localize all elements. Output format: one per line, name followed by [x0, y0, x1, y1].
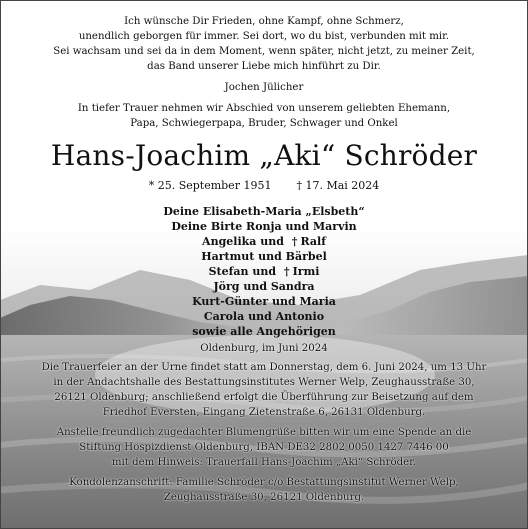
donation-line: Stiftung Hospizdienst Oldenburg, IBAN DE32 2802 0050 1427 7446 00: [79, 442, 449, 453]
mourner-line: Hartmut und Bärbel: [201, 250, 327, 263]
mourner-line: sowie alle Angehörigen: [192, 325, 336, 338]
intro-line: In tiefer Trauer nehmen wir Abschied von unserem geliebten Ehemann,: [77, 103, 451, 114]
poem-line: das Band unserer Liebe mich hinführt zu Dir.: [147, 61, 381, 72]
mourner-name: Irmi: [292, 265, 320, 278]
mourner-name: Ralf: [300, 235, 326, 248]
condolence-line: Kondolenzanschrift: Familie Schröder c/o Bestattungsinstitut Werner Welp,: [69, 477, 459, 488]
donation-line: Anstelle freundlich zugedachter Blumengrüße bitten wir um eine Spende an die: [56, 427, 472, 438]
mourner-line: [0, 265, 528, 278]
condolence-line: Zeughausstraße 30, 26121 Oldenburg.: [163, 492, 365, 503]
birth-date: * 25. September 1951: [148, 179, 272, 192]
poem-author: Jochen Jülicher: [224, 82, 304, 93]
mourner-line: Kurt-Günter und Maria: [192, 295, 336, 308]
poem-line: Ich wünsche Dir Frieden, ohne Kampf, ohne Schmerz,: [124, 16, 404, 27]
ceremony-line: Die Trauerfeier an der Urne findet statt am Donnerstag, dem 6. Juni 2024, um 13 Uhr: [41, 362, 487, 373]
deceased-name: Hans-Joachim „Aki“ Schröder: [50, 139, 478, 172]
mourner-line: Deine Birte Ronja und Marvin: [171, 220, 357, 233]
intro-line: Papa, Schwiegerpapa, Bruder, Schwager und Onkel: [130, 118, 398, 129]
death-date: † 17. Mai 2024: [296, 179, 380, 192]
ceremony-line: 26121 Oldenburg; anschließend erfolgt die Überführung zur Beisetzung auf dem: [54, 392, 474, 403]
mourner-line: Deine Elisabeth-Maria „Elsbeth“: [163, 205, 365, 218]
cross-icon: †: [291, 235, 298, 248]
mourner-line: Jörg und Sandra: [213, 280, 315, 293]
mourner-line: Carola und Antonio: [203, 310, 325, 323]
mourner-line: [0, 235, 528, 248]
mourner-name: Angelika und: [202, 235, 284, 248]
ceremony-line: in der Andachtshalle des Bestattungsinstitutes Werner Welp, Zeughausstraße 30,: [53, 377, 475, 388]
mourner-name: Stefan und: [208, 265, 277, 278]
cross-icon: †: [283, 265, 290, 278]
poem-line: unendlich geborgen für immer. Sei dort, wo du bist, verbunden mit mir.: [78, 31, 450, 42]
donation-line: mit dem Hinweis: Trauerfall Hans-Joachim „Aki“ Schröder.: [111, 457, 417, 468]
life-dates: [0, 179, 528, 192]
poem-line: Sei wachsam und sei da in dem Moment, wenn später, nicht jetzt, zu meiner Zeit,: [53, 46, 475, 57]
place-date: Oldenburg, im Juni 2024: [200, 343, 328, 354]
ceremony-line: Friedhof Eversten, Eingang Zietenstraße 6, 26131 Oldenburg.: [102, 407, 426, 418]
